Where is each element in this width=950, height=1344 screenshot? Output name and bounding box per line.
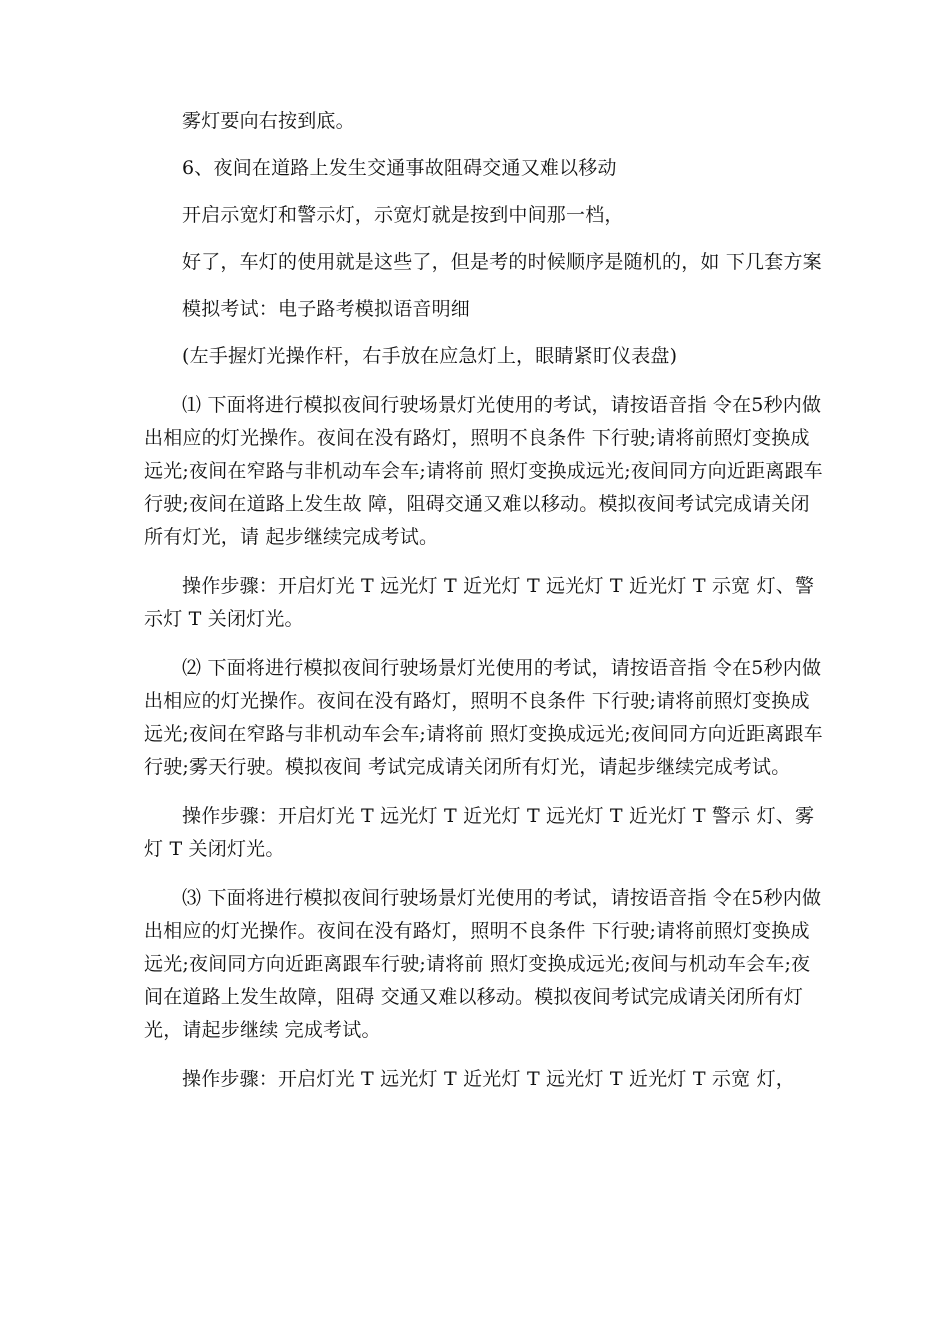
document-body [144,105,828,1096]
paragraph-scenario-1: ⑴ 下面将进行模拟夜间行驶场景灯光使用的考试，请按语音指 令在5秒内做出相应的灯光操作。夜间在没有路灯，照明不良条件 下行驶;请将前照灯变换成远光;夜间在窄路与非机动车会车;请将前 照灯变换成远光;夜间同方向近距离跟车行驶;夜间在道路上发生故 障，阻碍交通又难以移动。模拟夜间考试完成请关闭所有灯光，请 起步继续完成考试。 [144,394,823,548]
paragraph-item-6-heading: 6、夜间在道路上发生交通事故阻碍交通又难以移动 [182,157,617,179]
paragraph-scenario-2: ⑵ 下面将进行模拟夜间行驶场景灯光使用的考试，请按语音指 令在5秒内做出相应的灯光操作。夜间在没有路灯，照明不良条件 下行驶;请将前照灯变换成远光;夜间在窄路与非机动车会车;请将前 照灯变换成远光;夜间同方向近距离跟车行驶;雾天行驶。模拟夜间 考试完成请关闭所有灯光，请起步继续完成考试。 [144,657,823,778]
paragraph-fog-light-note: 雾灯要向右按到底。 [182,110,355,132]
paragraph-scenario-3: ⑶ 下面将进行模拟夜间行驶场景灯光使用的考试，请按语音指 令在5秒内做出相应的灯光操作。夜间在没有路灯，照明不良条件 下行驶;请将前照灯变换成远光;夜间同方向近距离跟车行驶;请将前 照灯变换成远光;夜间与机动车会车;夜间在道路上发生故障，阻碍 交通又难以移动。模拟夜间考试完成请关闭所有灯光，请起步继续 完成考试。 [144,887,822,1041]
paragraph-hand-position-note: (左手握灯光操作杆，右手放在应急灯上，眼睛紧盯仪表盘) [182,345,678,367]
paragraph-mock-exam-title: 模拟考试：电子路考模拟语音明细 [182,298,471,320]
paragraph-steps-2: 操作步骤：开启灯光 T 远光灯 T 近光灯 T 远光灯 T 近光灯 T 警示 灯、雾灯 T 关闭灯光。 [144,805,815,860]
paragraph-steps-1: 操作步骤：开启灯光 T 远光灯 T 近光灯 T 远光灯 T 近光灯 T 示宽 灯、警示灯 T 关闭灯光。 [144,575,815,630]
paragraph-summary: 好了，车灯的使用就是这些了，但是考的时候顺序是随机的，如 下几套方案 [182,251,822,273]
paragraph-item-6-instruction: 开启示宽灯和警示灯，示宽灯就是按到中间那一档， [182,204,624,226]
paragraph-steps-3: 操作步骤：开启灯光 T 远光灯 T 近光灯 T 远光灯 T 近光灯 T 示宽 灯， [182,1068,796,1090]
